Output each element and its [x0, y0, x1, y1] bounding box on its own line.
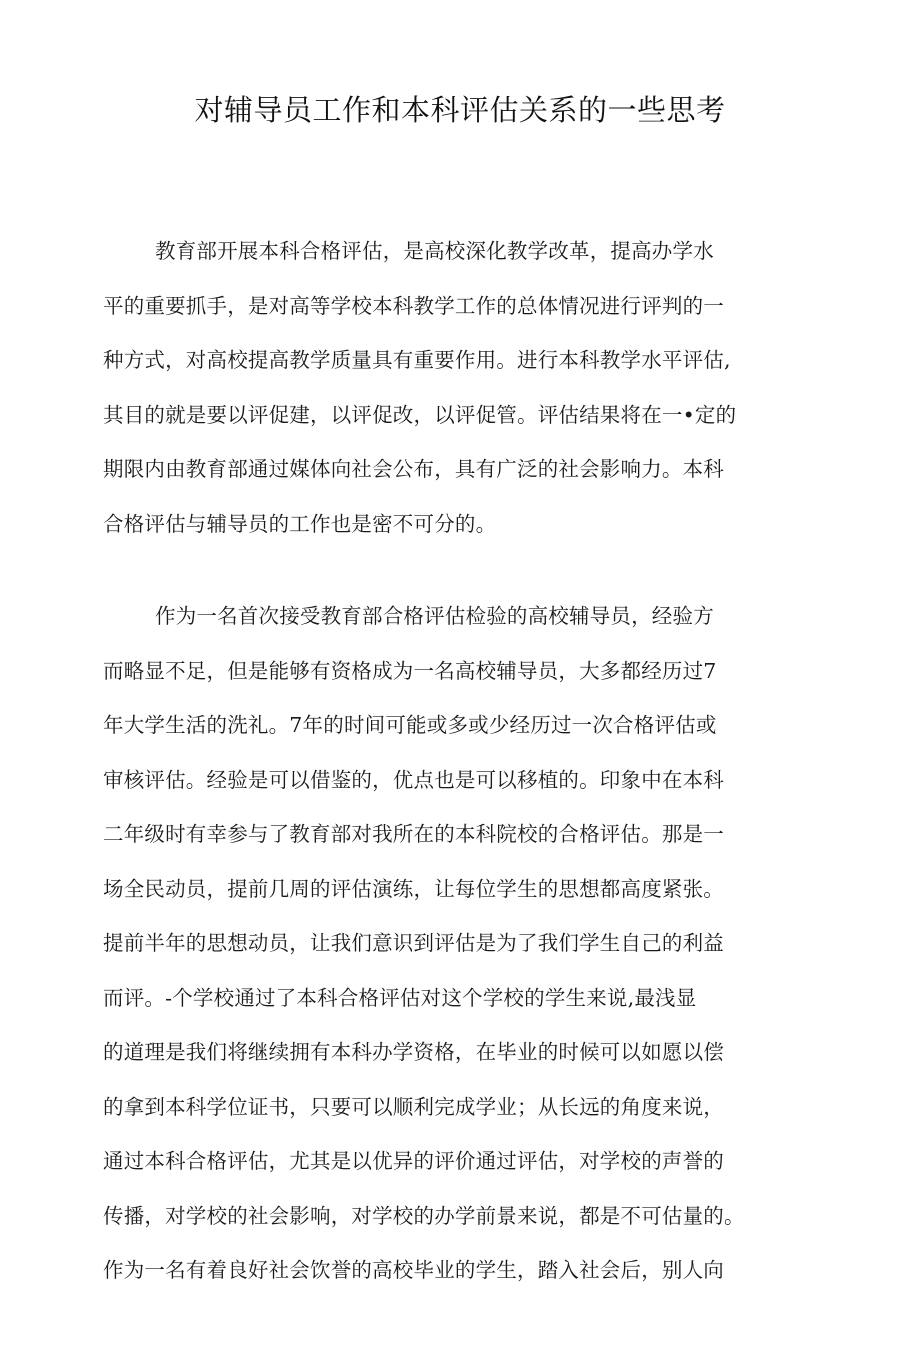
text-line: 二年级时有幸参与了教育部对我所在的本科院校的合格评估。那是一 — [103, 822, 724, 846]
paragraph-spacer — [103, 560, 803, 598]
text-line: 其目的就是要以评促建，以评促改，以评促管。评估结果将在一•定的 — [103, 402, 737, 427]
text-line: 提前半年的思想动员，让我们意识到评估是为了我们学生自己的利益 — [103, 931, 724, 955]
text-line: 作为一名有着良好社会饮誉的高校毕业的学生，踏入社会后，别人向 — [103, 1258, 724, 1282]
text-line: 教育部开展本科合格评估，是高校深化教学改革，提高办学水 — [155, 239, 714, 263]
document-body — [103, 233, 803, 1307]
text-line: 期限内由教育部通过媒体向社会公布，具有广泛的社会影响力。本科 — [103, 457, 724, 481]
paragraph-1 — [103, 233, 803, 560]
text-line: 年大学生活的洗礼。7年的时间可能或多或少经历过一次合格评估或 — [103, 713, 717, 737]
text-line: 合格评估与辅导员的工作也是密不可分的。 — [103, 511, 497, 536]
text-line: 作为一名首次接受教育部合格评估检验的高校辅导员，经验方 — [155, 604, 714, 628]
document-title: 对辅导员工作和本科评估关系的一些思考 — [194, 93, 726, 127]
text-line: 种方式，对高校提高教学质量具有重要作用。进行本科教学水平评估, — [103, 348, 731, 372]
text-line: 的拿到本科学位证书，只要可以顺利完成学业；从长远的角度来说， — [103, 1094, 724, 1119]
text-line: 平的重要抓手，是对高等学校本科教学工作的总体情况进行评判的一 — [103, 293, 724, 318]
paragraph-2 — [103, 598, 803, 1307]
text-line: 审核评估。经验是可以借鉴的，优点也是可以移植的。印象中在本科 — [103, 767, 724, 792]
text-line: 的道理是我们将继续拥有本科办学资格，在毕业的时候可以如愿以偿 — [103, 1040, 724, 1064]
text-line: 而略显不足，但是能够有资格成为一名高校辅导员，大多都经历过7 — [103, 658, 717, 683]
text-line: 传播，对学校的社会影响，对学校的办学前景来说，都是不可估量的。 — [103, 1203, 745, 1228]
text-line: 而评。-个学校通过了本科合格评估对这个学校的学生来说,最浅显 — [103, 985, 697, 1010]
text-line: 通过本科合格评估，尤其是以优异的评价通过评估，对学校的声誉的 — [103, 1149, 724, 1173]
text-line: 场全民动员，提前几周的评估演练，让每位学生的思想都高度紧张。 — [103, 876, 724, 901]
